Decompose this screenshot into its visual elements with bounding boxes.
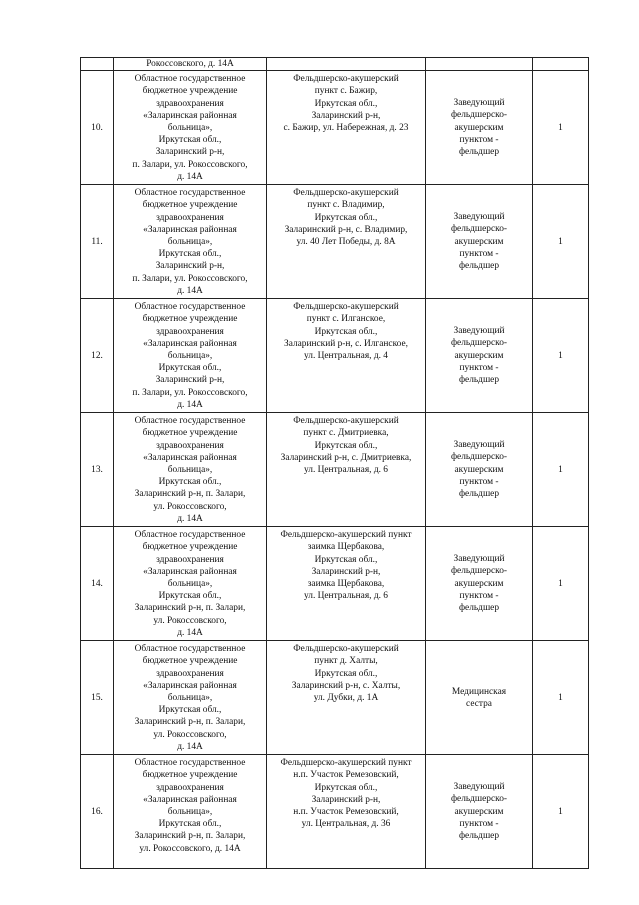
cell-count: 1 (533, 299, 589, 413)
cell-num: 11. (81, 185, 114, 299)
cell-count: 1 (533, 413, 589, 527)
vacancy-table (80, 57, 589, 869)
cell-addr (267, 58, 426, 71)
table-row (81, 755, 589, 869)
table-row (81, 299, 589, 413)
table-row-continued (81, 58, 589, 71)
cell-num (81, 58, 114, 71)
cell-addr: Фельдшерско-акушерский пункт с. Владимир, Иркутская обл., Заларинский р-н, с. Владимир, ул. 40 Лет Победы, д. 8А (267, 185, 426, 299)
cell-count: 1 (533, 185, 589, 299)
cell-count (533, 58, 589, 71)
cell-count: 1 (533, 527, 589, 641)
cell-addr: Фельдшерско-акушерский пункт заимка Щербакова, Иркутская обл., Заларинский р-н, заимка Щербакова, ул. Центральная, д. 6 (267, 527, 426, 641)
cell-num: 16. (81, 755, 114, 869)
cell-org-tail: Рокоссовского, д. 14А (114, 58, 267, 71)
cell-addr: Фельдшерско-акушерский пункт с. Илганское, Иркутская обл., Заларинский р-н, с. Илганское, ул. Центральная, д. 4 (267, 299, 426, 413)
cell-addr: Фельдшерско-акушерский пункт д. Халты, Иркутская обл., Заларинский р-н, с. Халты, ул. Дубки, д. 1А (267, 641, 426, 755)
cell-org: Областное государственное бюджетное учреждение здравоохранения «Заларинская районная больница», Иркутская обл., Заларинский р-н, п. Залари, ул. Рокоссовского, д. 14А (114, 527, 267, 641)
cell-org: Областное государственное бюджетное учреждение здравоохранения «Заларинская районная больница», Иркутская обл., Заларинский р-н, п. Залари, ул. Рокоссовского, д. 14А (114, 71, 267, 185)
cell-org: Областное государственное бюджетное учреждение здравоохранения «Заларинская районная больница», Иркутская обл., Заларинский р-н, п. Залари, ул. Рокоссовского, д. 14А (114, 299, 267, 413)
cell-position: Заведующий фельдшерско- акушерским пунктом - фельдшер (426, 185, 533, 299)
cell-position: Заведующий фельдшерско- акушерским пунктом - фельдшер (426, 527, 533, 641)
cell-num: 10. (81, 71, 114, 185)
cell-num: 15. (81, 641, 114, 755)
table-body (81, 58, 589, 869)
cell-addr: Фельдшерско-акушерский пункт н.п. Участок Ремезовский, Иркутская обл., Заларинский р-н, н.п. Участок Ремезовский, ул. Центральная, д. 36 (267, 755, 426, 869)
cell-position: Медицинская сестра (426, 641, 533, 755)
cell-count: 1 (533, 755, 589, 869)
cell-position: Заведующий фельдшерско- акушерским пунктом - фельдшер (426, 299, 533, 413)
cell-org: Областное государственное бюджетное учреждение здравоохранения «Заларинская районная больница», Иркутская обл., Заларинский р-н, п. Залари, ул. Рокоссовского, д. 14А (114, 755, 267, 869)
table-row (81, 413, 589, 527)
table-row (81, 185, 589, 299)
cell-pos (426, 58, 533, 71)
table-row (81, 527, 589, 641)
cell-org: Областное государственное бюджетное учреждение здравоохранения «Заларинская районная больница», Иркутская обл., Заларинский р-н, п. Залари, ул. Рокоссовского, д. 14А (114, 185, 267, 299)
table-row (81, 641, 589, 755)
cell-position: Заведующий фельдшерско- акушерским пунктом - фельдшер (426, 755, 533, 869)
cell-position: Заведующий фельдшерско- акушерским пунктом - фельдшер (426, 71, 533, 185)
cell-num: 12. (81, 299, 114, 413)
table-row (81, 71, 589, 185)
cell-org: Областное государственное бюджетное учреждение здравоохранения «Заларинская районная больница», Иркутская обл., Заларинский р-н, п. Залари, ул. Рокоссовского, д. 14А (114, 413, 267, 527)
cell-num: 13. (81, 413, 114, 527)
cell-count: 1 (533, 641, 589, 755)
cell-num: 14. (81, 527, 114, 641)
cell-addr: Фельдшерско-акушерский пункт с. Дмитриевка, Иркутская обл., Заларинский р-н, с. Дмитриевка, ул. Центральная, д. 6 (267, 413, 426, 527)
cell-count: 1 (533, 71, 589, 185)
cell-org: Областное государственное бюджетное учреждение здравоохранения «Заларинская районная больница», Иркутская обл., Заларинский р-н, п. Залари, ул. Рокоссовского, д. 14А (114, 641, 267, 755)
cell-addr: Фельдшерско-акушерский пункт с. Бажир, Иркутская обл., Заларинский р-н, с. Бажир, ул. Набережная, д. 23 (267, 71, 426, 185)
cell-position: Заведующий фельдшерско- акушерским пунктом - фельдшер (426, 413, 533, 527)
